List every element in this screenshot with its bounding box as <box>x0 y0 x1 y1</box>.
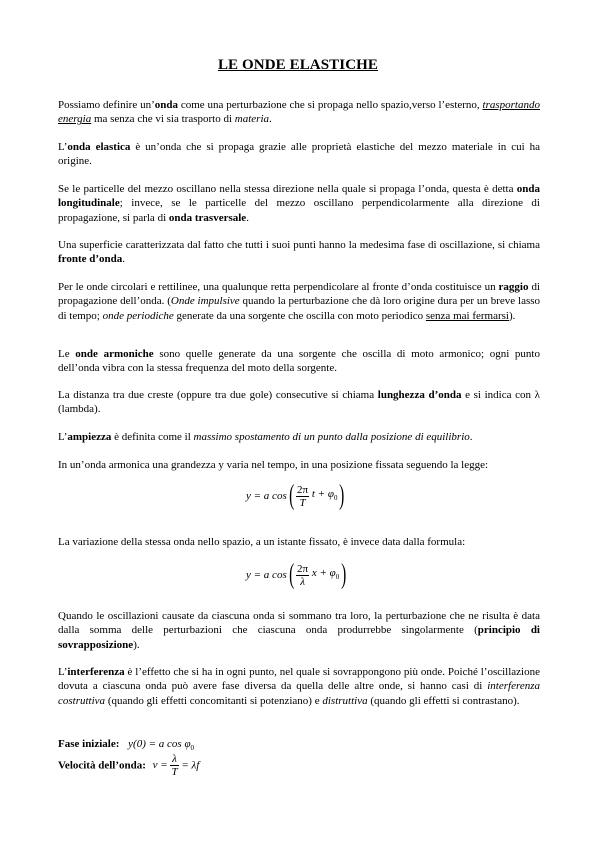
text: è un’onda che si propaga grazie alle proprietà elastiche del mezzo materiale in cui ha origine. <box>58 141 540 168</box>
term-onda: onda <box>154 99 178 111</box>
text: di propagazione dell’onda. ( <box>58 281 541 308</box>
formula-lhs: y = a cos <box>246 568 287 581</box>
formula-lhs: y = a cos <box>246 489 287 502</box>
paragraph-longitudinale-trasversale <box>58 182 540 225</box>
emphasis-energia: trasportando energia <box>58 99 540 126</box>
paragraph-onda <box>58 98 540 127</box>
fraction-denominator: T <box>299 496 306 509</box>
text: L’ <box>58 431 68 443</box>
emphasis-massimo-spostamento: massimo spostamento di un punto dalla posizione di equilibrio <box>193 431 470 443</box>
term-ampiezza: ampiezza <box>67 431 112 443</box>
text: La variazione della stessa onda nello spazio, a un istante fissato, è invece data dalla formula: <box>58 536 466 548</box>
velocita-rhs: = λf <box>181 759 200 772</box>
text: . <box>269 113 272 126</box>
text: Le <box>58 348 76 360</box>
emphasis-materia: materia <box>234 113 270 126</box>
text: Quando le oscillazioni causate da ciascuna onda si sommano tra loro, la perturbazione che ne risulta è data dalla somma delle perturbazioni che ciascuna onda produrrebbe singolarmente ( <box>58 610 540 637</box>
formula-subscript: 0 <box>335 572 340 581</box>
text: quando la perturbazione che dà loro origine dura per un breve lasso di tempo; <box>58 295 541 322</box>
right-paren: ) <box>341 559 347 590</box>
fase-iniziale-formula: y(0) = a cos φ <box>128 738 191 750</box>
paragraph-onde-armoniche <box>58 347 540 376</box>
text: è l’effetto che si ha in ogni punto, nel quale si sovrappongono più onde. Poiché l’oscillazione dovuta a ciascuna onda può avere fase diversa da quella delle altre onde, si hanno casi di <box>58 666 540 693</box>
paragraph-lunghezza-onda <box>58 388 540 417</box>
paragraph-interferenza <box>58 665 540 708</box>
text: ). <box>508 309 516 322</box>
formula-subscript: 0 <box>333 493 338 502</box>
paragraph-onda-elastica <box>58 140 540 169</box>
text: L’ <box>58 666 68 678</box>
fraction <box>170 753 178 778</box>
text: Se le particelle del mezzo oscillano nella stessa direzione nella quale si propaga l’onda, questa è detta <box>58 183 517 195</box>
text: e si indica con λ (lambda). <box>58 389 540 416</box>
fase-iniziale-label: Fase iniziale: <box>58 738 120 750</box>
term-raggio: raggio <box>498 281 529 293</box>
text: è definita come il <box>111 431 194 443</box>
left-paren: ( <box>288 480 294 511</box>
paragraph-fronte-onda <box>58 238 540 267</box>
text: . <box>122 253 126 266</box>
fraction <box>296 484 309 509</box>
text: . <box>246 211 249 224</box>
emphasis-distruttiva: distruttiva <box>322 694 368 707</box>
fraction-numerator: 2π <box>297 562 309 575</box>
text: Una superficie caratterizzata dal fatto che tutti i suoi punti hanno la medesima fase di oscillazione, si chiama <box>58 239 540 251</box>
paragraph-sovrapposizione <box>58 609 540 652</box>
term-onde-armoniche: onde armoniche <box>75 348 154 360</box>
text: ). <box>133 638 140 651</box>
paragraph-legge-tempo <box>58 458 540 472</box>
text: L’ <box>58 141 68 153</box>
text: generate da una sorgente che oscilla con moto periodico <box>173 309 426 322</box>
velocita-lhs: v = <box>152 759 168 772</box>
text: . <box>469 431 473 443</box>
formula-subscript: 0 <box>190 744 195 752</box>
term-onda-trasversale: onda trasversale <box>168 211 247 224</box>
left-paren: ( <box>288 559 294 590</box>
text: In un’onda armonica una grandezza y varia nel tempo, in una posizione fissata seguendo la legge: <box>58 459 489 471</box>
formula-rest: x + φ <box>311 566 336 579</box>
formula-rest: t + φ <box>311 487 334 500</box>
underline-senza-fermarsi: senza mai fermarsi <box>425 309 509 322</box>
text: (quando gli effetti concomitanti si potenziano) e <box>105 694 323 707</box>
text: come una perturbazione che si propaga nello spazio,verso l’esterno, <box>177 99 483 111</box>
fraction <box>296 563 309 588</box>
term-interferenza: interferenza <box>67 666 125 678</box>
text: ma senza che vi sia trasporto di <box>91 113 235 126</box>
velocita-onda <box>58 753 199 778</box>
emphasis-onde-impulsive: Onde impulsive <box>170 295 240 308</box>
formula-time <box>246 482 347 510</box>
fraction-denominator: T <box>171 766 178 778</box>
term-onda-elastica: onda elastica <box>67 141 131 153</box>
text: sono quelle generate da una sorgente che oscilla di moto armonico; ogni punto dell’onda vibra con la stessa frequenza del moto della sorgente. <box>58 348 540 375</box>
emphasis-costruttiva: interferenza costruttiva <box>58 680 540 707</box>
paragraph-legge-spazio <box>58 535 540 549</box>
text: (quando gli effetti si contrastano). <box>367 694 520 707</box>
text: La distanza tra due creste (oppure tra due gole) consecutive si chiama <box>58 389 378 401</box>
fraction-numerator: 2π <box>297 483 309 496</box>
paragraph-raggio <box>58 280 540 323</box>
text: Per le onde circolari e rettilinee, una qualunque retta perpendicolare al fronte d’onda costituisce un <box>58 281 499 293</box>
right-paren: ) <box>339 480 345 511</box>
text: Possiamo definire un’ <box>58 99 155 111</box>
term-fronte-onda: fronte d’onda <box>58 253 123 266</box>
term-principio-sovrapposizione: principio di sovrapposizione <box>58 624 540 651</box>
term-lunghezza-onda: lunghezza d’onda <box>377 389 462 401</box>
emphasis-onde-periodiche: onde periodiche <box>102 309 174 322</box>
fraction-numerator: λ <box>172 753 177 765</box>
velocita-onda-label: Velocità dell’onda: <box>58 759 146 772</box>
page-title: LE ONDE ELASTICHE <box>217 57 379 73</box>
term-onda-longitudinale: onda longitudinale <box>58 183 540 210</box>
text: ; invece, se le particelle del mezzo oscillano perpendicolarmente alla direzione di propagazione, si parla di <box>58 197 540 224</box>
formula-space <box>246 561 349 589</box>
fraction-denominator: λ <box>300 575 305 588</box>
paragraph-ampiezza <box>58 430 540 444</box>
